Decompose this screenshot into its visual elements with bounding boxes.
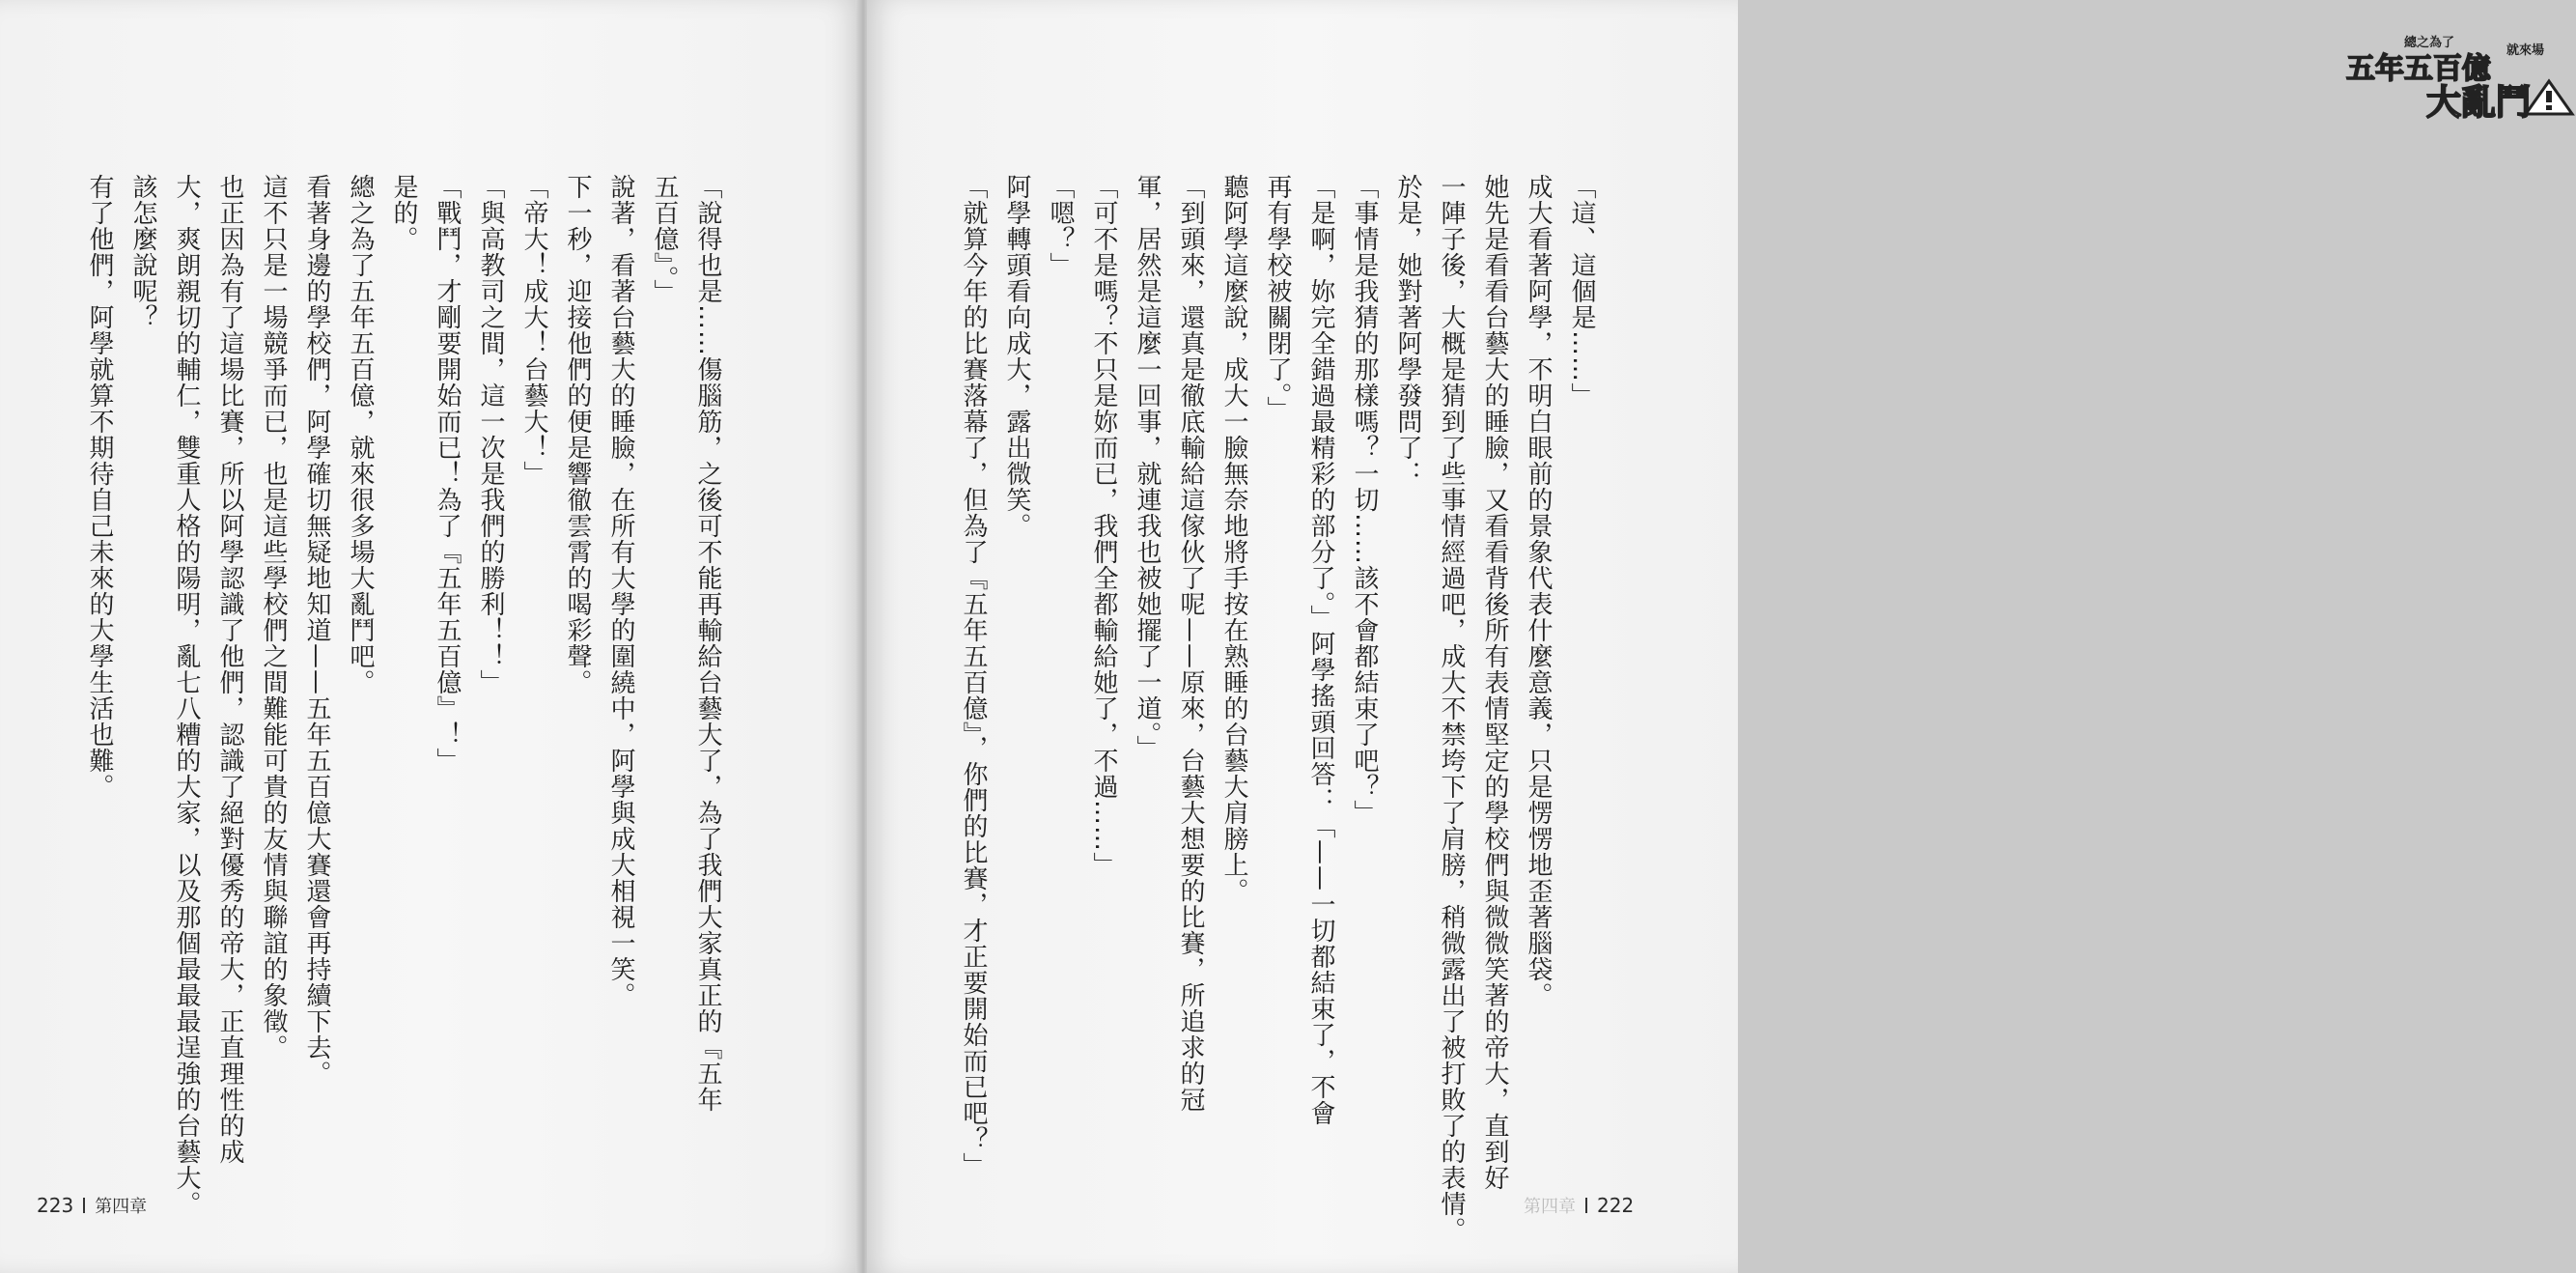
text-line: 軍，居然是這麼一回事，就連我也被她擺了一道。」 [1133,174,1162,761]
chapter-label: 第四章 [1524,1197,1576,1217]
text-line: 大，爽朗親切的輔仁，雙重人格的陽明，亂七八糟的大家，以及那個最最最逞強的台藝大。 [172,174,201,1217]
text-line: 下一秒，迎接他們的便是響徹雲霄的喝彩聲。 [563,174,592,695]
text-line: 該怎麼說呢？ [128,174,157,330]
text-line: 「是啊，妳完全錯過最精彩的部分了。」阿學搖頭回答：「——一切都結束了，不會 [1306,174,1335,1126]
text-line: 「這、這個是……」 [1567,174,1596,409]
text-line: 聽阿學這麼說，成大一臉無奈地將手按在熟睡的台藝大肩膀上。 [1219,174,1248,904]
text-line: 於是，她對著阿學發問了： [1393,174,1422,487]
page-number: 222 [1597,1194,1635,1217]
right-page-footer [1524,1193,1634,1218]
text-line: 是的。 [389,174,418,252]
left-page [0,0,861,1273]
text-line: 五百億』。」 [650,174,679,305]
text-line: 她先是看看台藝大的睡臉，又看看背後所有表情堅定的學校們與微微笑著的帝大，直到好 [1480,174,1509,1191]
text-line: 一陣子後，大概是猜到了些事情經過吧，成大不禁垮下了肩膀，稍微露出了被打敗了的表情。 [1437,174,1466,1243]
text-line: 再有學校被關閉了。」 [1263,174,1292,422]
logo-line3: 就來場 [2506,43,2545,58]
text-line: 「事情是我猜的那樣嗎？一切……該不會都結束了吧？」 [1350,174,1379,826]
text-line: 這不只是一場競爭而已，也是這些學校們之間難能可貴的友情與聯誼的象徵。 [259,174,288,1061]
logo-line2: 五年五百億 [2346,52,2491,86]
text-line: 說著，看著台藝大的睡臉，在所有大學的圍繞中，阿學與成大相視一笑。 [606,174,635,1008]
left-page-footer [37,1193,147,1218]
footer-separator [1585,1198,1587,1213]
text-line: 也正因為有了這場比賽，所以阿學認識了他們，認識了絕對優秀的帝大，正直理性的成 [215,174,244,1165]
text-line: 「說得也是……傷腦筋，之後可不能再輸給台藝大了，為了我們大家真正的『五年 [693,174,722,1113]
warning-triangle-icon [2526,81,2572,114]
text-line: 成大看著阿學，不明白眼前的景象代表什麼意義，只是愣愣地歪著腦袋。 [1524,174,1553,1008]
text-line: 「戰鬥，才剛要開始而已！為了『五年五百億』！」 [433,174,462,774]
chapter-label: 第四章 [95,1197,148,1217]
text-line: 「帝大！成大！台藝大！」 [519,174,548,487]
text-line: 「可不是嗎？不只是妳而已，我們全都輸給她了，不過……」 [1089,174,1118,878]
logo-line1: 總之為了 [2404,36,2455,50]
text-line: 有了他們，阿學就算不期待自己未來的大學生活也難。 [85,174,114,800]
right-page [867,0,2545,1273]
text-line: 「與高教司之間，這一次是我們的勝利！！」 [476,174,505,695]
page-number: 223 [37,1194,74,1217]
logo-line4: 大亂鬥 [2426,83,2532,123]
text-line: 「嗯？」 [1046,174,1075,278]
text-line: 看著身邊的學校們，阿學確切無疑地知道——五年五百億大賽還會再持續下去。 [302,174,331,1087]
series-logo [2335,25,2576,122]
text-line: 總之為了五年五百億，就來很多場大亂鬥吧。 [346,174,375,695]
footer-separator [83,1198,85,1213]
text-line: 「到頭來，還真是徹底輸給這傢伙了呢——原來，台藝大想要的比賽，所追求的冠 [1176,174,1205,1113]
text-line: 「就算今年的比賽落幕了，但為了『五年五百億』，你們的比賽，才正要開始而已吧？」 [959,174,988,1178]
text-line: 阿學轉頭看向成大，露出微笑。 [1002,174,1031,539]
